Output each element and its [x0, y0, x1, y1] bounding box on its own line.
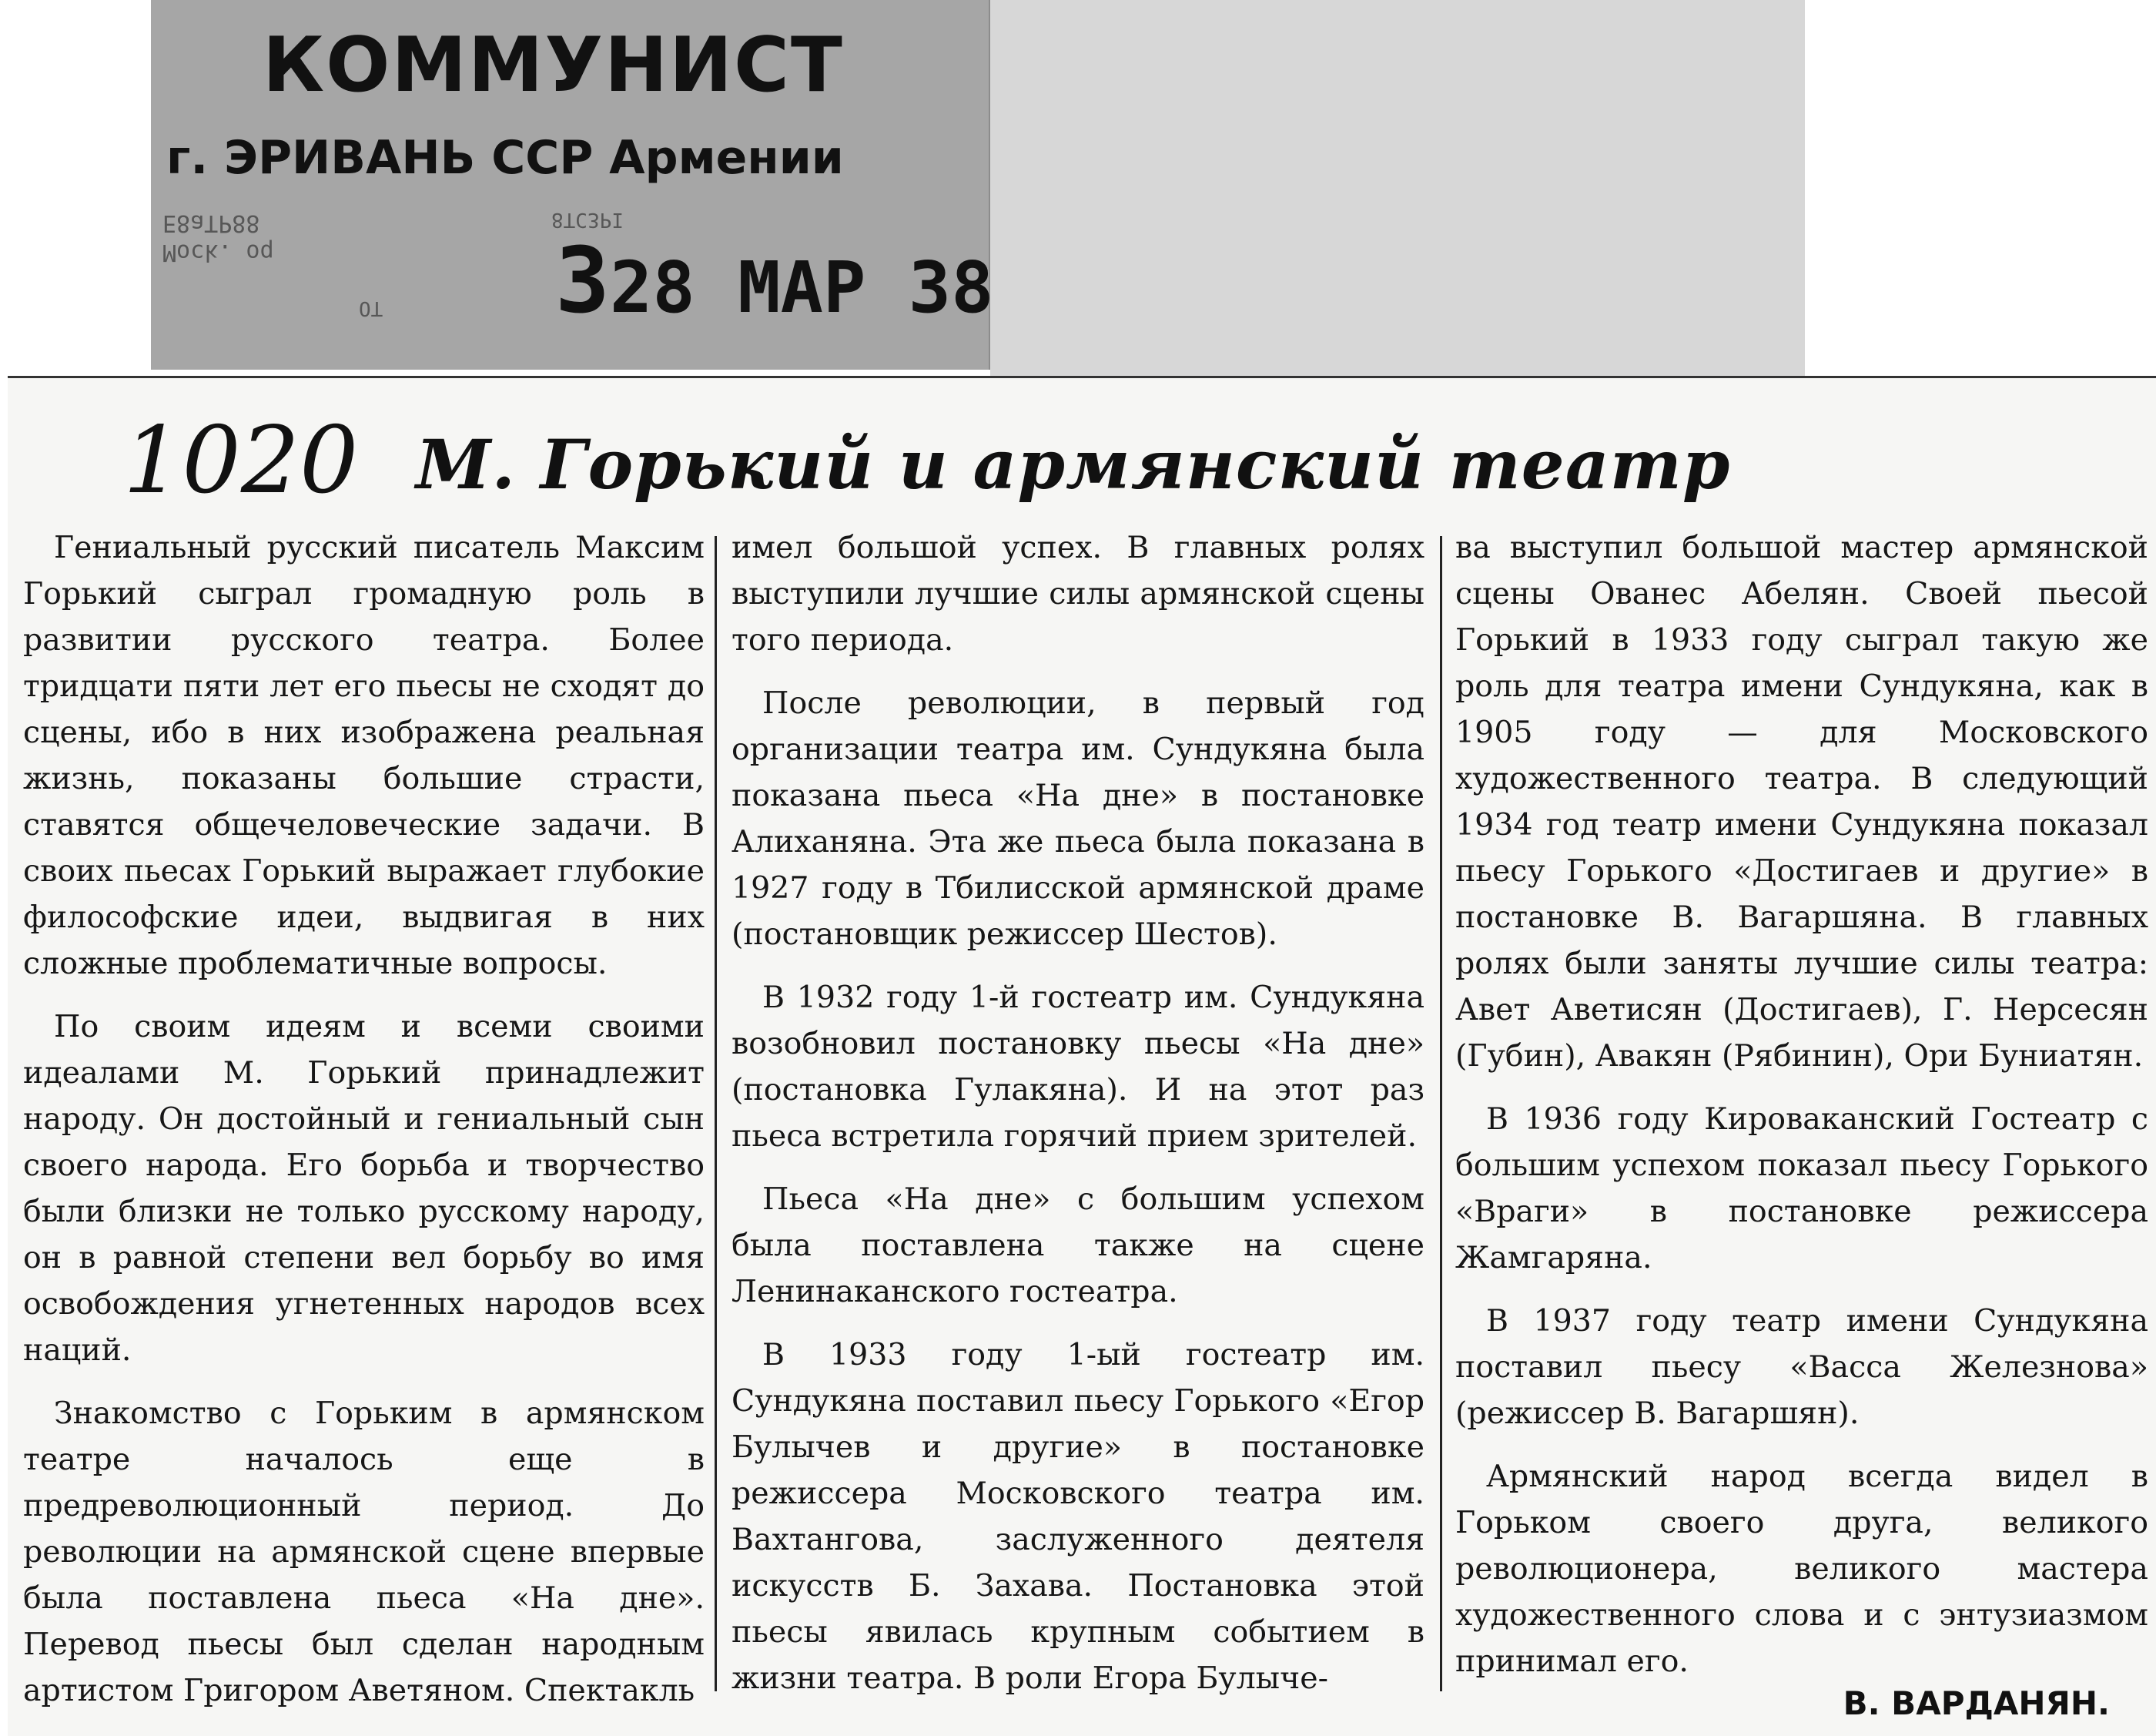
article-column-3 [1455, 524, 2148, 1684]
newspaper-clipping [8, 376, 2156, 1736]
column-divider [715, 536, 717, 1691]
paragraph: После революции, в первый год организации театра им. Сундукяна была показана пьеса «На дне» в постановке Алиханяна. Эта же пьеса была показана в 1927 году в Тбилисской армянской драме (постановщик режиссер Шестов). [732, 685, 1424, 952]
paragraph: Знакомство с Горьким в армянском театре началось еще в предреволюционный период. До революции на армянской сцене впервые была поставлена пьеса «На дне». Перевод пьесы был сделан народным артистом Григором Аветяном. Спектакль [23, 1396, 705, 1708]
paragraph: В 1933 году 1-ый гостеатр им. Сундукяна поставил пьесу Горького «Егор Булычев и другие» в постановке режиссера Московского театра им. Вахтангова, заслуженного деятеля искусств Б. Захава. Постановка этой пьесы явилась крупным событием в жизни театра. В роли Егора Булыче- [732, 1337, 1424, 1696]
stamp-mirrored-text: Mock. oq E8aTP88 [162, 209, 274, 266]
clipping-service-stamp [151, 0, 994, 370]
paragraph: В 1937 году театр имени Сундукяна поставил пьесу «Васса Железнова» (режиссер В. Вагаршян). [1455, 1303, 2148, 1431]
stamp-date [555, 227, 994, 333]
stamp-city-line: г. ЭРИВАНЬ ССР Армении [166, 131, 844, 185]
article-column-2 [732, 524, 1424, 1701]
author-signature: В. ВАРДАНЯН. [1843, 1684, 2110, 1722]
stamp-newspaper-name: КОММУНИСТ [263, 22, 844, 109]
article-title: М. Горький и армянский театр [416, 424, 1731, 504]
article-column-1 [23, 524, 705, 1714]
stamp-mirrored-text-small: OT [359, 297, 383, 320]
paragraph: Гениальный русский писатель Максим Горький сыграл громадную роль в развитии русского театра. Более тридцати пяти лет его пьесы не сходят до сцены, ибо в них изображена реальная жизнь, показаны большие страсти, ставятся общечеловеческие задачи. В своих пьесах Горький выражает глубокие философские идеи, выдвигая в них сложные проблематичные вопросы. [23, 530, 705, 981]
stamp-mirrored-text-mid: 8TC3PI [551, 208, 624, 231]
paragraph: имел большой успех. В главных ролях выступили лучшие силы армянской сцены того периода. [732, 530, 1424, 658]
column-divider [1440, 536, 1442, 1691]
paragraph: В 1936 году Кироваканский Гостеатр с большим успехом показал пьесу Горького «Враги» в постановке режиссера Жамгаряна. [1455, 1101, 2148, 1275]
stamp-date-prefix: 3 [555, 227, 611, 333]
paragraph: ва выступил большой мастер армянской сцены Ованес Абелян. Своей пьесой Горький в 1933 году сыграл такую же роль для театра имени Сундукяна, как в 1905 году — для Московского художественного театра. В следующий 1934 год театр имени Сундукяна показал пьесу Горького «Достигаев и другие» в постановке В. Вагаршяна. В главных ролях были заняты лучшие силы театра: Авет Аветисян (Достигаев), Г. Нерсесян (Губин), Авакян (Рябинин), Ори Буниатян. [1455, 530, 2148, 1074]
paragraph: Армянский народ всегда видел в Горьком своего друга, великого революционера, великого мастера художественного слова и с энтузиазмом принимал его. [1455, 1459, 2148, 1679]
torn-paper-strip [990, 0, 1805, 408]
paragraph: По своим идеям и всеми своими идеалами М. Горький принадлежит народу. Он достойный и гениальный сын своего народа. Его борьба и творчество были близки не только русскому народу, он в равной степени вел борьбу во имя освобождения угнетенных народов всех наций. [23, 1009, 705, 1368]
paragraph: В 1932 году 1-й гостеатр им. Сундукяна возобновил постановку пьесы «На дне» (постановка Гулакяна). И на этот раз пьеса встретила горячий прием зрителей. [732, 980, 1424, 1154]
stamp-date-value: 28 МАР 38 [610, 246, 994, 329]
handwritten-number: 1020 [123, 407, 359, 514]
paragraph: Пьеса «На дне» с большим успехом была поставлена также на сцене Ленинаканского гостеатра. [732, 1181, 1424, 1309]
